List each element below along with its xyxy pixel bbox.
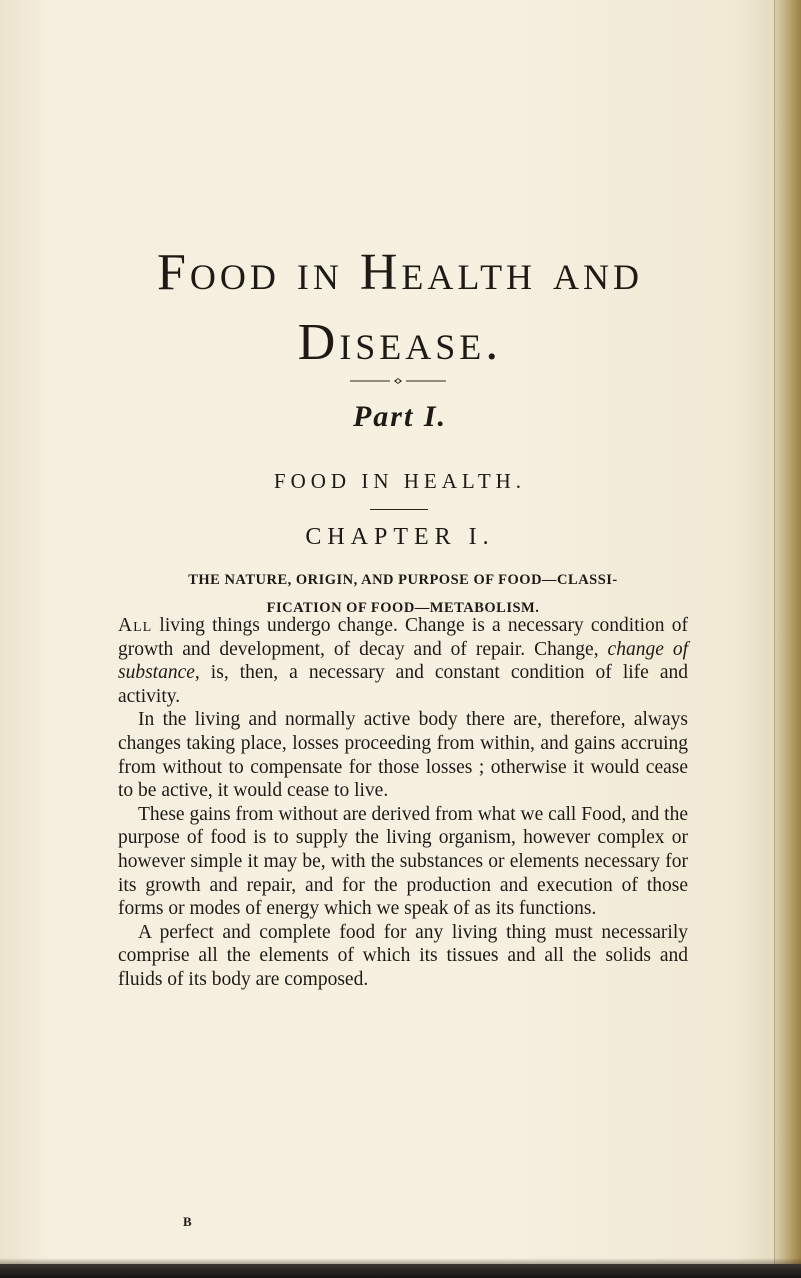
paragraph-1-part-a: living things undergo change. Change is a necessary condition of growth and development, of decay and of repair. Change, [118,615,688,660]
chapter-heading-line2: FICATION OF FOOD—METABOLISM. [266,600,540,616]
ornament-divider [348,375,448,387]
book-title [110,238,690,378]
paragraph-3: These gains from without are derived from what we call Food, and the purpose of food is to supply the living organism, however complex or however simple it may be, with the substances or elements necessary for its growth and repair, and for the production and execution of those forms or modes of energy which we speak of as its functions. [118,803,688,920]
chapter-heading-line1: THE NATURE, ORIGIN, AND PURPOSE OF FOOD—CLASSI- [188,572,618,588]
paragraph-1 [118,614,688,708]
page-bottom-edge [0,1264,801,1278]
chapter-label: CHAPTER I. [305,524,495,550]
body-text [118,614,688,992]
paragraph-2: In the living and normally active body there are, therefore, always changes taking place, losses proceeding from within, and gains accruing from without to compensate for those losses ; otherwise it would cease to be active, it would cease to live. [118,709,688,802]
paragraph-1-part-b: , is, then, a necessary and constant condition of life and activity. [118,662,688,707]
book-spine-edge [774,0,801,1278]
part-subtitle: FOOD IN HEALTH. [273,469,527,493]
drop-lead-word: All [118,615,153,636]
part-heading: Part I. [352,400,447,433]
paragraph-1-italic: change of substance [118,638,688,684]
signature-mark: B [183,1214,192,1229]
paragraph-4: A perfect and complete food for any living thing must necessarily comprise all the elements of which its tissues and all the solids and fluids of its body are composed. [118,921,688,990]
book-title-line2: Disease. [297,314,503,371]
book-title-line1: Food in Health and [156,244,644,301]
section-rule [370,509,428,510]
